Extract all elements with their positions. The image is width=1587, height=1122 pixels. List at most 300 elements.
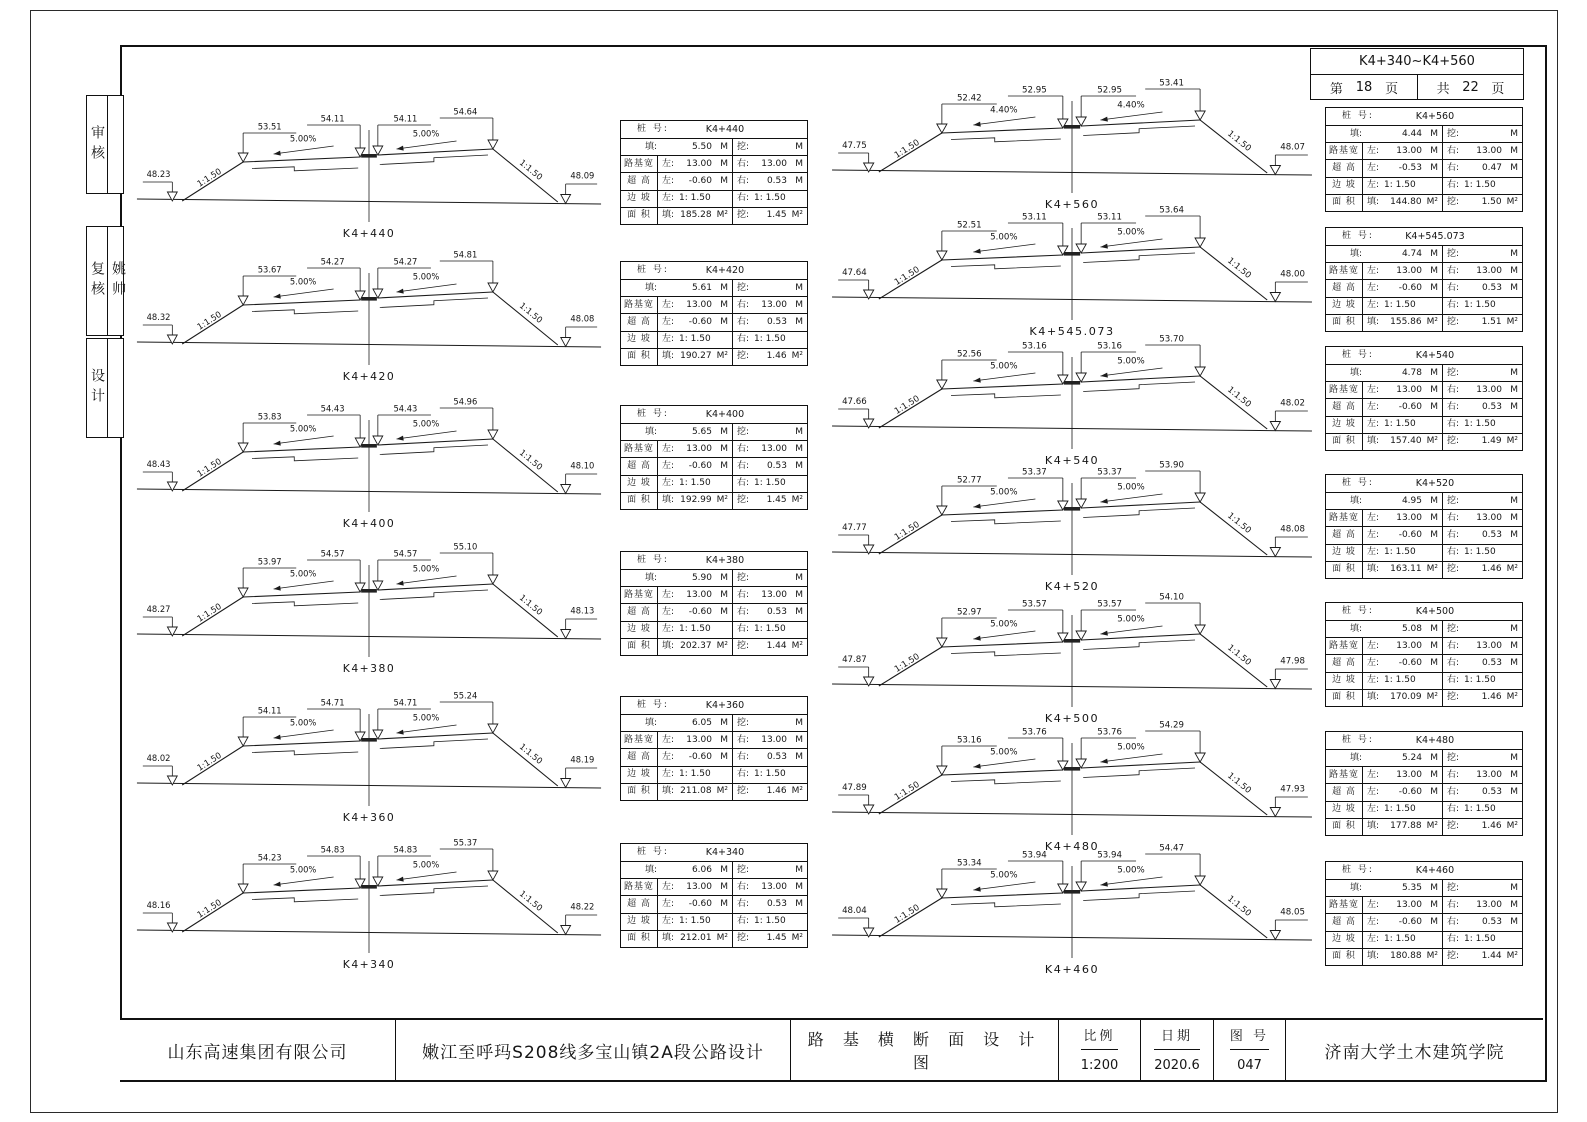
cell-label: 右: [1447, 283, 1460, 294]
callout-ground-left [838, 280, 869, 291]
cell-unit: M [1430, 899, 1438, 910]
station-row [1326, 228, 1522, 245]
row-header: 超 高 [627, 317, 651, 328]
cell-unit: M [1510, 530, 1518, 541]
level-marker-icon [1270, 808, 1280, 817]
cell-label: 右: [1447, 547, 1460, 558]
station-label: K4+360 [342, 810, 396, 825]
arrowhead-icon [274, 586, 281, 591]
cell-unit: M [1510, 882, 1518, 893]
cell-value: 1: 1.50 [754, 193, 786, 204]
cell-value: 13.00 [686, 158, 712, 169]
cross-section-K4+560 [828, 71, 1316, 216]
side-slope-label-left: 1:1.50 [892, 651, 922, 675]
cell-label: 右: [1447, 512, 1460, 523]
median-block [1064, 767, 1080, 771]
area-row [621, 348, 807, 365]
shoulder-elevation-left: 52.42 [956, 93, 982, 104]
side-slope-label-right: 1:1.50 [517, 447, 545, 473]
roadbed-width-row [1326, 896, 1522, 913]
cell-value: 0.53 [766, 752, 787, 763]
center-elevation-right: 53.16 [1097, 341, 1122, 352]
shoulder-elevation-right: 53.70 [1159, 334, 1184, 345]
side-slope-label-left: 1:1.50 [892, 264, 922, 288]
arrowhead-icon [397, 877, 404, 882]
table-cell [657, 191, 732, 207]
arrowhead-icon [274, 294, 281, 299]
cross-slope-arrow-left [274, 436, 334, 444]
cell-unit: M [1430, 248, 1438, 259]
table-cell [1442, 510, 1522, 526]
cell-unit: M [1510, 367, 1518, 378]
cell-unit: M [720, 607, 728, 618]
cell-value: -0.60 [688, 752, 712, 763]
level-marker-icon [937, 766, 947, 775]
shoulder-elevation-left: 52.97 [956, 607, 982, 618]
cell-label: 挖: [1447, 436, 1460, 447]
designer-label: 设计 [89, 368, 105, 408]
ground-elevation-left: 48.32 [146, 311, 171, 323]
cell-label: 右: [1447, 675, 1460, 686]
callout-shoulder-left [942, 746, 997, 767]
cell-label: 右: [1447, 300, 1460, 311]
cell-value: 1: 1.50 [1464, 180, 1496, 191]
cross-slope-arrow-left [973, 631, 1035, 639]
cell-label: 挖: [737, 495, 750, 506]
cell-unit: M [720, 589, 728, 600]
callout-ground-left [838, 795, 869, 806]
station-label: K4+460 [1044, 963, 1100, 976]
pavement-step-right [1083, 640, 1195, 650]
cell-label: 挖: [1447, 197, 1460, 208]
company-name: 山东高速集团有限公司 [167, 1042, 348, 1063]
side-slope-row [621, 331, 807, 348]
table-cell [1442, 434, 1522, 450]
shoulder-elevation-right: 54.10 [1159, 592, 1184, 603]
cell-unit: M [795, 589, 803, 600]
fill-cut-row [1326, 492, 1522, 509]
fill-cut-row [621, 423, 807, 440]
cell-label: 挖: [1447, 821, 1460, 832]
row-header: 路基宽 [623, 589, 654, 600]
level-marker-icon [1195, 493, 1205, 502]
cell-label: 右: [737, 589, 750, 600]
superelevation-row [1326, 279, 1522, 296]
station-label: K4+500 [1044, 712, 1100, 725]
cell-value: 5.61 [691, 282, 712, 293]
cross-slope-label-right: 5.00% [1117, 227, 1145, 238]
arrowhead-icon [274, 882, 281, 887]
table-cell [657, 314, 732, 330]
side-slope-label-left: 1:1.50 [195, 896, 224, 920]
pavement-step-right [1083, 508, 1195, 518]
table-cell [732, 441, 807, 457]
side-slope-label-right: 1:1.50 [1225, 771, 1253, 796]
center-elevation-right: 53.76 [1097, 727, 1122, 738]
shoulder-elevation-left: 52.56 [956, 349, 982, 360]
table-cell [1362, 195, 1442, 211]
station-label: 桩 号: [637, 700, 669, 711]
cell-label: 填: [645, 572, 658, 583]
ground-elevation-right: 48.19 [570, 754, 595, 765]
cross-slope-arrow-left [274, 146, 334, 154]
table-cell [732, 715, 807, 731]
cell-label: 右: [1447, 769, 1460, 780]
arrowhead-icon [973, 249, 980, 254]
row-header: 超 高 [1332, 917, 1356, 928]
cell-unit: M [1510, 145, 1518, 156]
station-row [1326, 603, 1522, 620]
cell-value: -0.60 [688, 461, 712, 472]
cell-label: 挖: [1447, 692, 1460, 703]
cell-label: 右: [737, 158, 750, 169]
row-header: 超 高 [627, 899, 651, 910]
table-cell [621, 424, 732, 440]
callout-ground-right [1275, 669, 1308, 680]
pavement-step-left [951, 780, 1061, 784]
cross-section-K4+440 [133, 100, 605, 245]
shoulder-elevation-left: 53.83 [257, 411, 282, 422]
row-header: 路基宽 [1328, 384, 1359, 395]
level-marker-icon [373, 289, 383, 298]
cell-value: 5.35 [1401, 882, 1422, 893]
table-cell [1326, 750, 1442, 766]
cross-slope-arrow-right [1100, 239, 1162, 247]
section-table-K4+480 [1325, 731, 1523, 836]
table-cell [1442, 246, 1522, 262]
shoulder-elevation-left: 53.97 [257, 556, 282, 567]
cell-value: 13.00 [761, 443, 787, 454]
superelevation-row [621, 172, 807, 189]
cell-unit: M [1430, 787, 1438, 798]
cell-label: 挖: [1447, 623, 1460, 634]
cell-value: 202.37 [680, 641, 712, 652]
station-label: K4+400 [342, 516, 396, 531]
table-cell [657, 587, 732, 603]
table-cell [1442, 545, 1522, 561]
cell-label: 右: [1447, 180, 1460, 191]
superelevation-row [621, 313, 807, 330]
cell-label: 右: [737, 734, 750, 745]
cell-label: 右: [1447, 899, 1460, 910]
station-value: K4+440 [705, 123, 745, 135]
cell-unit: M [1430, 128, 1438, 139]
shoulder-elevation-left: 53.51 [257, 121, 282, 132]
table-cell [1362, 784, 1442, 800]
cell-label: 挖: [737, 572, 750, 583]
cell-label: 左: [1367, 300, 1380, 311]
center-elevation-left: 53.94 [1022, 850, 1047, 861]
area-row [621, 638, 807, 655]
level-marker-icon [373, 436, 383, 445]
shoulder-elevation-left: 53.67 [257, 264, 282, 275]
callout-shoulder-left [243, 717, 296, 738]
callout-shoulder-right [440, 408, 493, 431]
cell-value: 163.11 [1390, 564, 1422, 575]
table-cell [1362, 434, 1442, 450]
area-row [1326, 948, 1522, 965]
cell-unit: M [795, 717, 803, 728]
cell-value: 1: 1.50 [1384, 804, 1416, 815]
pavement-step-right [380, 298, 488, 308]
cell-unit: M [1430, 265, 1438, 276]
table-cell [1442, 365, 1522, 381]
callout-ground-left [838, 409, 869, 420]
row-header: 边 坡 [1332, 300, 1356, 311]
table-cell [732, 587, 807, 603]
shoulder-elevation-left: 53.34 [956, 858, 982, 869]
table-cell [1326, 880, 1442, 896]
row-header: 路基宽 [1328, 640, 1359, 651]
cross-slope-arrow-right [1100, 494, 1162, 502]
section-table-K4+500 [1325, 602, 1523, 707]
cell-unit: M [1510, 402, 1518, 413]
table-cell [1442, 673, 1522, 689]
ground-elevation-left: 47.77 [842, 523, 867, 533]
table-cell [1362, 315, 1442, 331]
arrowhead-icon [1100, 499, 1107, 504]
callout-ground-right [566, 619, 597, 630]
cell-label: 填: [1350, 248, 1363, 259]
station-label: 桩 号: [637, 124, 669, 135]
callout-shoulder-left [243, 276, 296, 297]
cell-value: 0.53 [1481, 402, 1502, 413]
center-elevation-left: 53.76 [1022, 727, 1047, 738]
shoulder-elevation-right: 55.37 [453, 837, 478, 848]
cell-value: 13.00 [1396, 145, 1422, 156]
row-header: 面 积 [1332, 821, 1356, 832]
shoulder-elevation-left: 53.16 [956, 735, 982, 746]
cell-value: 1: 1.50 [1384, 934, 1416, 945]
cross-slope-arrow-right [1100, 754, 1162, 762]
title-strip-reviewer [86, 95, 124, 194]
cross-slope-label-right: 4.40% [1117, 100, 1145, 111]
station-label: K4+340 [342, 957, 396, 972]
cell-value: 1: 1.50 [754, 334, 786, 345]
station-row [621, 697, 807, 714]
cell-value: 1: 1.50 [679, 916, 711, 927]
side-slope-label-right: 1:1.50 [1225, 643, 1253, 668]
cell-label: 右: [1447, 917, 1460, 928]
callout-ground-right [566, 474, 597, 485]
cell-label: 挖: [737, 641, 750, 652]
row-header: 边 坡 [627, 478, 651, 489]
table-cell [732, 314, 807, 330]
section-table-K4+360 [620, 696, 808, 801]
cell-unit: M [795, 752, 803, 763]
station-row [1326, 732, 1522, 749]
cell-label: 填: [1350, 367, 1363, 378]
area-row [1326, 194, 1522, 211]
station-value: K4+520 [1415, 477, 1455, 489]
cell-value: -0.60 [688, 317, 712, 328]
shoulder-elevation-left: 54.11 [257, 705, 282, 716]
station-label: 桩 号: [1342, 735, 1374, 746]
cell-value: 13.00 [686, 881, 712, 892]
total-pages [1417, 75, 1523, 99]
cell-label: 挖: [737, 717, 750, 728]
cell-value: 4.78 [1401, 367, 1422, 378]
cell-label: 右: [1447, 402, 1460, 413]
roadbed-width-row [621, 296, 807, 313]
cross-slope-label-right: 5.00% [412, 563, 440, 574]
row-header: 路基宽 [623, 881, 654, 892]
station-label: K4+440 [342, 226, 396, 241]
cell-value: 13.00 [1396, 512, 1422, 523]
cell-unit: M² [1426, 692, 1438, 703]
cell-unit: M [795, 317, 803, 328]
cell-label: 左: [662, 317, 675, 328]
cell-value: 4.44 [1401, 128, 1422, 139]
cross-slope-arrow-left [973, 117, 1035, 125]
callout-ground-left [143, 617, 173, 628]
cell-value: 13.00 [1476, 512, 1502, 523]
row-header: 面 积 [1332, 692, 1356, 703]
station-label: 桩 号: [1342, 478, 1374, 489]
section-table-K4+380 [620, 551, 808, 656]
row-header: 超 高 [1332, 283, 1356, 294]
fill-cut-row [621, 714, 807, 731]
cell-value: 1: 1.50 [1384, 180, 1416, 191]
arrowhead-icon [973, 504, 980, 509]
level-marker-icon [1195, 238, 1205, 247]
title-strip-designer [86, 338, 124, 438]
pavement-step-left [951, 903, 1061, 907]
cell-label: 左: [1367, 530, 1380, 541]
shoulder-elevation-right: 54.64 [453, 106, 478, 117]
cell-unit: M [1510, 640, 1518, 651]
pavement-step-left [951, 265, 1061, 269]
cross-slope-label-left: 5.00% [990, 870, 1018, 881]
table-cell [1362, 298, 1442, 314]
cross-slope-label-left: 4.40% [990, 105, 1018, 116]
side-slope-label-right: 1:1.50 [1225, 385, 1253, 410]
section-table-K4+400 [620, 405, 808, 510]
table-cell [1362, 932, 1442, 948]
level-marker-icon [373, 730, 383, 739]
cross-slope-label-right: 5.00% [412, 128, 440, 139]
cell-value: -0.60 [688, 607, 712, 618]
cell-label: 左: [1367, 640, 1380, 651]
cross-slope-arrow-right [1100, 368, 1162, 376]
scale-block [1058, 1020, 1140, 1080]
cross-slope-label-left: 5.00% [990, 619, 1018, 630]
table-cell [657, 622, 732, 638]
cell-label: 左: [662, 443, 675, 454]
side-slope-row [621, 913, 807, 930]
cross-section-K4+500 [828, 585, 1316, 730]
arrowhead-icon [397, 436, 404, 441]
station-label: K4+420 [342, 369, 396, 384]
pavement-step-right [380, 590, 488, 600]
row-header: 面 积 [1332, 317, 1356, 328]
cell-label: 左: [662, 589, 675, 600]
table-cell [1442, 382, 1522, 398]
cross-slope-arrow-right [397, 284, 457, 292]
cell-label: 填: [1350, 623, 1363, 634]
superelevation-row [1326, 913, 1522, 930]
arrowhead-icon [274, 735, 281, 740]
table-cell [1442, 638, 1522, 654]
callout-shoulder-right [440, 702, 493, 725]
table-cell [1442, 178, 1522, 194]
arrowhead-icon [1100, 759, 1107, 764]
cell-value: 1: 1.50 [679, 478, 711, 489]
reviewer-name-cell [107, 96, 123, 193]
cross-slope-label-left: 5.00% [289, 717, 317, 728]
cell-label: 左: [662, 478, 675, 489]
table-cell [732, 424, 807, 440]
row-header: 路基宽 [1328, 512, 1359, 523]
cross-slope-label-left: 5.00% [990, 747, 1018, 758]
row-header: 超 高 [1332, 402, 1356, 413]
row-header: 路基宽 [1328, 769, 1359, 780]
cell-label: 左: [1367, 804, 1380, 815]
cell-label: 右: [737, 176, 750, 187]
level-marker-icon [373, 146, 383, 155]
cross-section-K4+340 [133, 831, 605, 976]
cell-label: 左: [1367, 419, 1380, 430]
cross-section-K4+400 [133, 390, 605, 535]
cell-value: 185.28 [680, 210, 712, 221]
cell-label: 挖: [737, 426, 750, 437]
level-marker-icon [1076, 631, 1086, 640]
arrowhead-icon [274, 151, 281, 156]
callout-shoulder-right [1145, 216, 1200, 239]
cell-label: 左: [662, 461, 675, 472]
side-slope-row [621, 766, 807, 783]
side-slope-row [1326, 416, 1522, 433]
shoulder-elevation-right: 54.81 [453, 249, 478, 260]
cell-label: 左: [662, 752, 675, 763]
center-elevation-right: 54.11 [393, 113, 418, 124]
station-label: 桩 号: [637, 265, 669, 276]
drawing-no-value: 047 [1237, 1057, 1262, 1073]
drawing-no-label: 图 号 [1230, 1020, 1269, 1050]
sheet-header [1310, 48, 1524, 100]
cell-label: 左: [1367, 917, 1380, 928]
cell-unit: M [720, 881, 728, 892]
table-cell [1326, 621, 1442, 637]
area-row [621, 783, 807, 800]
cell-label: 右: [737, 752, 750, 763]
arrowhead-icon [1100, 882, 1107, 887]
fill-cut-row [1326, 125, 1522, 142]
scale-label: 比例 [1081, 1020, 1118, 1050]
arrowhead-icon [973, 378, 980, 383]
table-cell [1442, 160, 1522, 176]
area-row [621, 930, 807, 947]
callout-ground-right [1275, 411, 1308, 422]
cell-value: 5.08 [1401, 623, 1422, 634]
table-cell [657, 749, 732, 765]
station-value: K4+460 [1415, 864, 1455, 876]
table-cell [1442, 126, 1522, 142]
superelevation-row [1326, 654, 1522, 671]
cross-section-K4+420 [133, 243, 605, 388]
cell-unit: M [1510, 163, 1518, 174]
table-cell [657, 476, 732, 492]
row-header: 边 坡 [1332, 934, 1356, 945]
station-label: K4+380 [342, 661, 396, 676]
cell-label: 右: [737, 624, 750, 635]
cell-unit: M [795, 899, 803, 910]
cell-value: 1: 1.50 [1464, 419, 1496, 430]
cell-label: 挖: [737, 141, 750, 152]
superelevation-row [1326, 526, 1522, 543]
table-cell [657, 896, 732, 912]
cell-label: 填: [662, 641, 675, 652]
